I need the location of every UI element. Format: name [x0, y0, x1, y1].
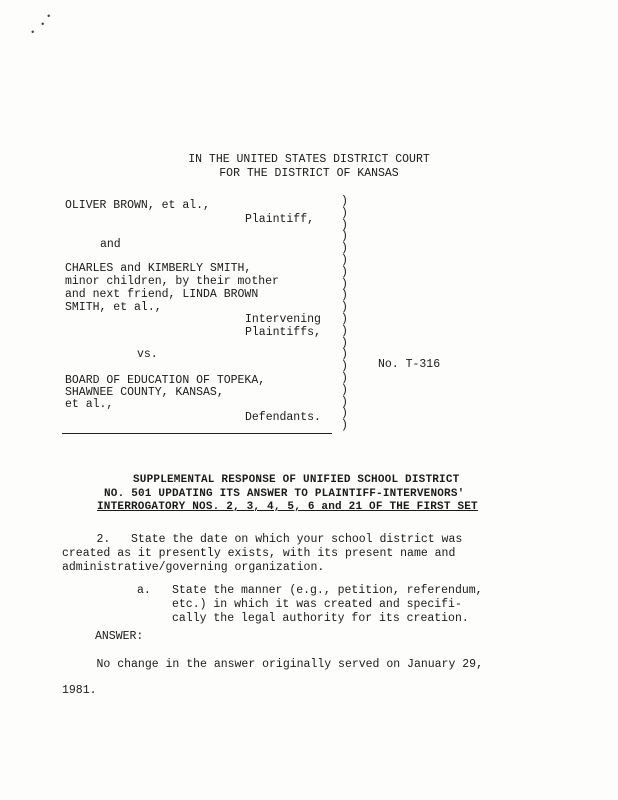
caption-rule [62, 433, 332, 434]
answer-line: 1981. [62, 684, 97, 697]
court-name-line1: IN THE UNITED STATES DISTRICT COURT [188, 153, 430, 166]
plaintiff-role: Plaintiff, [245, 213, 315, 226]
case-number: No. T-316 [378, 358, 441, 371]
and-conjunction: and [100, 238, 121, 251]
defendant-line: SHAWNEE COUNTY, KANSAS, [65, 386, 224, 399]
interrogatory-2-line: created as it presently exists, with its present name and [62, 547, 456, 560]
intervenor-role: Intervening [245, 313, 321, 326]
defendant-line: BOARD OF EDUCATION OF TOPEKA, [65, 374, 266, 387]
subpart-label: a. [137, 584, 151, 597]
corner-mark: • [40, 20, 46, 30]
intervenor-line: CHARLES and KIMBERLY SMITH, [65, 262, 252, 275]
versus-label: vs. [137, 348, 158, 361]
subpart-line: cally the legal authority for its creation. [172, 612, 469, 625]
document-title-line1: SUPPLEMENTAL RESPONSE OF UNIFIED SCHOOL DISTRICT [133, 474, 460, 486]
document-title-line2: NO. 501 UPDATING ITS ANSWER TO PLAINTIFF-INTERVENORS' [104, 488, 465, 500]
subpart-line: etc.) in which it was created and specifi- [172, 598, 462, 611]
subpart-line: State the manner (e.g., petition, referendum, [172, 584, 483, 597]
document-title-line3: INTERROGATORY NOS. 2, 3, 4, 5, 6 and 21 OF THE FIRST SET [97, 501, 478, 513]
intervenor-line: and next friend, LINDA BROWN [65, 288, 259, 301]
interrogatory-2-line: administrative/governing organization. [62, 561, 325, 574]
answer-line: No change in the answer originally served on January 29, [62, 658, 483, 671]
intervenor-line: minor children, by their mother [65, 275, 279, 288]
defendant-role: Defendants. [245, 411, 321, 424]
court-name-line2: FOR THE DISTRICT OF KANSAS [219, 167, 399, 180]
corner-mark: • [46, 12, 52, 22]
intervenor-role: Plaintiffs, [245, 326, 321, 339]
answer-label: ANSWER: [95, 630, 144, 643]
intervenor-line: SMITH, et al., [65, 301, 162, 314]
defendant-line: et al., [65, 398, 114, 411]
plaintiff-name: OLIVER BROWN, et al., [65, 199, 210, 212]
corner-mark: • [30, 28, 36, 38]
caption-parentheses: ) ) ) ) ) ) ) ) ) ) ) ) ) ) ) ) ) ) ) ) [341, 195, 348, 433]
interrogatory-2-line: 2. State the date on which your school district was [62, 533, 463, 546]
